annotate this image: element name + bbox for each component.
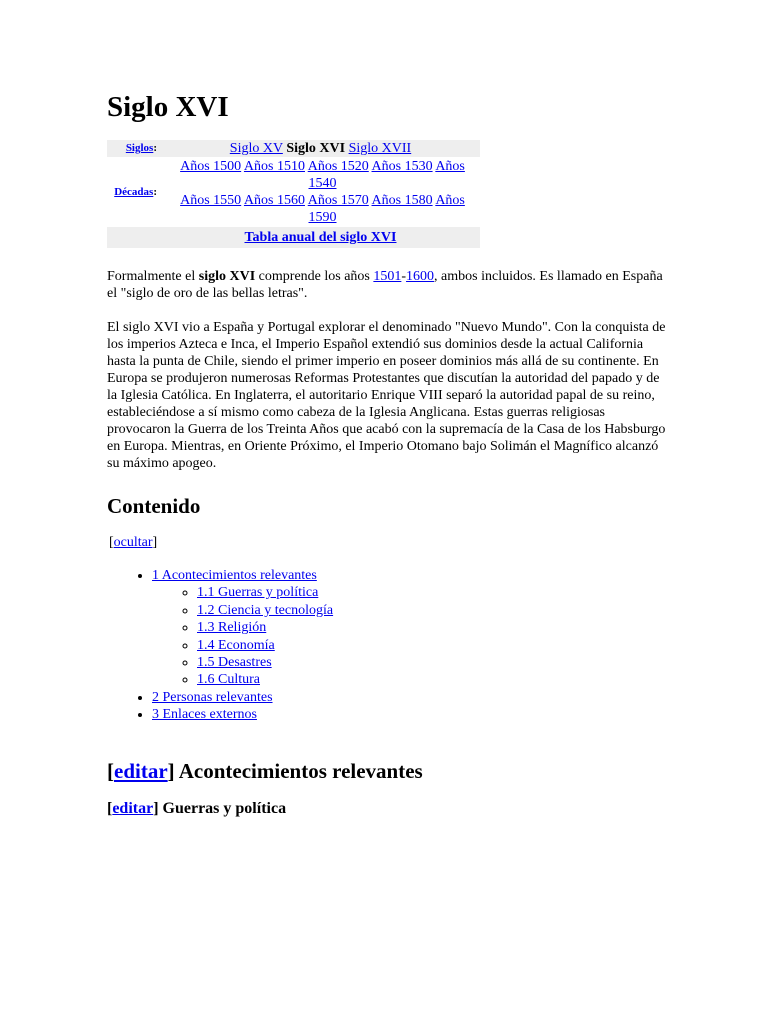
toc-subitem [197, 619, 667, 636]
prev-century-link[interactable]: Siglo XV [229, 141, 283, 156]
toc-link[interactable]: 1.4 Economía [197, 637, 275, 653]
year-1501-link[interactable]: 1501 [373, 269, 402, 284]
toc-sublist [152, 584, 667, 688]
decadas-link[interactable]: Décadas [114, 185, 154, 198]
toc-subitem [197, 671, 667, 688]
year-1600-link[interactable]: 1600 [406, 269, 435, 284]
section-heading: [editar] Acontecimientos relevantes [107, 758, 423, 783]
toc-subitem [197, 602, 667, 619]
decade-link[interactable]: Años 1570 [307, 193, 369, 208]
decade-link[interactable]: Años 1500 [180, 159, 242, 174]
toc-link[interactable]: 3 Enlaces externos [152, 707, 257, 723]
toc-subitem [197, 584, 667, 601]
next-century-link[interactable]: Siglo XVII [348, 141, 412, 156]
toc-toggle: [ocultar] [109, 535, 158, 550]
toc-link[interactable]: 1.1 Guerras y política [197, 585, 319, 601]
intro-paragraph: Formalmente el siglo XVI comprende los años 1501-1600, ambos incluidos. Es llamado en España el "siglo de oro de las bellas letras". [107, 269, 663, 301]
navbox-label-decadas: Décadas: [114, 185, 157, 198]
century-navbox [107, 140, 480, 248]
decade-link[interactable]: Años 1520 [307, 159, 369, 174]
navbox-row-annual [107, 227, 480, 248]
toc-item [152, 689, 667, 706]
navbox-row-siglos [107, 140, 480, 157]
decade-link[interactable]: Años 1530 [371, 159, 433, 174]
navbox-decades [161, 157, 480, 227]
toc-link[interactable]: 1.5 Desastres [197, 655, 272, 671]
subsection-heading: [editar] Guerras y política [107, 799, 287, 817]
toc-item [152, 706, 667, 723]
toc-item [152, 567, 667, 689]
edit-subsection-link[interactable]: editar [112, 799, 154, 817]
article [107, 88, 667, 819]
navbox-annual [161, 227, 480, 248]
toc-link[interactable]: 1.6 Cultura [197, 672, 260, 688]
decade-link[interactable]: Años 1540 [308, 159, 465, 191]
toc-hide-link[interactable]: ocultar [113, 535, 153, 550]
annual-table-link[interactable]: Tabla anual del siglo XVI [244, 230, 397, 245]
decades-line-1 [165, 158, 480, 192]
toc-list [107, 567, 667, 724]
toc-subitem [197, 654, 667, 671]
navbox-label-siglos: Siglos: [125, 142, 157, 154]
decades-line-2 [165, 192, 480, 226]
navbox-row-decadas [107, 157, 480, 227]
siglos-link[interactable]: Siglos [125, 142, 154, 154]
decade-link[interactable]: Años 1510 [243, 159, 305, 174]
current-century: Siglo XVI [286, 141, 346, 156]
toc-link[interactable]: 1.2 Ciencia y tecnología [197, 602, 334, 618]
edit-section-link[interactable]: editar [114, 758, 168, 783]
toc-link[interactable]: 1.3 Religión [197, 620, 267, 636]
decade-link[interactable]: Años 1560 [243, 193, 305, 208]
navbox-centuries [161, 140, 480, 157]
decade-link[interactable]: Años 1550 [180, 193, 242, 208]
page-title: Siglo XVI [107, 91, 229, 123]
toc-heading: Contenido [107, 494, 201, 518]
decade-link[interactable]: Años 1580 [371, 193, 433, 208]
toc-subitem [197, 637, 667, 654]
body-paragraph: El siglo XVI vio a España y Portugal explorar el denominado "Nuevo Mundo". Con la conquista de los imperios Azteca e Inca, el Imperio Español extendió sus dominios desde la actual California hasta la punta de Chile, siendo el primer imperio en poseer dominios más allá de su continente. En Europa se produjeron numerosas Reformas Protestantes que discutían la autoridad del papado y de la Iglesia Católica. En Inglaterra, el autoritario Enrique VIII separó la autoridad papal de su reino, estableciéndose a sí mismo como cabeza de la Iglesia Anglicana. Estas guerras religiosas provocaron la Guerra de los Treinta Años que acabó con la supremacía de la Casa de los Habsburgo en Europa. Mientras, en Oriente Próximo, el Imperio Otomano bajo Solimán el Magnífico alcanzó su máximo apogeo. [107, 320, 666, 471]
toc-link[interactable]: 2 Personas relevantes [152, 689, 273, 705]
decade-link[interactable]: Años 1590 [308, 193, 465, 225]
toc-link[interactable]: 1 Acontecimientos relevantes [152, 568, 317, 583]
